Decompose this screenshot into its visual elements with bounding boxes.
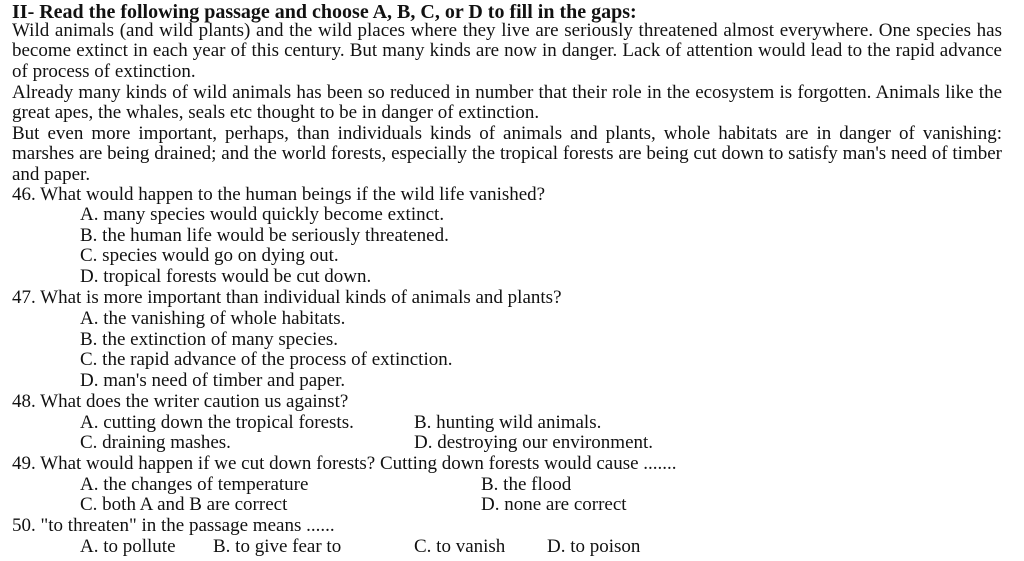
question-47: 47. What is more important than individual kinds of animals and plants? (12, 287, 562, 308)
question-49-option-d: D. none are correct (481, 494, 627, 515)
question-50-option-c: C. to vanish (414, 536, 506, 557)
question-50-option-b: B. to give fear to (213, 536, 342, 557)
question-48-option-d: D. destroying our environment. (414, 432, 654, 453)
question-49-option-a: A. the changes of temperature (80, 474, 309, 495)
question-48-option-c: C. draining mashes. (80, 432, 231, 453)
section-heading: II- Read the following passage and choose A, B, C, or D to fill in the gaps: (12, 1, 637, 23)
question-47-option-c: C. the rapid advance of the process of extinction. (80, 349, 453, 370)
question-50-option-a: A. to pollute (80, 536, 176, 557)
question-49: 49. What would happen if we cut down forests? Cutting down forests would cause ....... (12, 453, 677, 474)
question-47-option-a: A. the vanishing of whole habitats. (80, 308, 346, 329)
passage-paragraph-3: But even more important, perhaps, than individuals kinds of animals and plants, whole habitats are in danger of vanishing: marshes are being drained; and the world forests, especially the tropical forests are being cut down to satisfy man's need of timber and paper. (12, 123, 1002, 185)
question-46-option-b: B. the human life would be seriously threatened. (80, 225, 449, 246)
question-48-option-b: B. hunting wild animals. (414, 412, 602, 433)
question-47-option-d: D. man's need of timber and paper. (80, 370, 346, 391)
passage-paragraph-2: Already many kinds of wild animals has been so reduced in number that their role in the ecosystem is forgotten. Animals like the great apes, the whales, seals etc thought to be in danger of extinction. (12, 82, 1002, 124)
question-50-option-d: D. to poison (547, 536, 641, 557)
question-46: 46. What would happen to the human beings if the wild life vanished? (12, 184, 546, 205)
question-46-option-c: C. species would go on dying out. (80, 245, 339, 266)
question-46-option-a: A. many species would quickly become extinct. (80, 204, 445, 225)
question-49-option-b: B. the flood (481, 474, 572, 495)
question-48: 48. What does the writer caution us against? (12, 391, 349, 412)
passage-paragraph-1: Wild animals (and wild plants) and the wild places where they live are seriously threatened almost everywhere. One species has become extinct in each year of this century. But many kinds are now in danger. Lack of attention would lead to the rapid advance of process of extinction. (12, 20, 1002, 82)
question-49-option-c: C. both A and B are correct (80, 494, 288, 515)
question-46-option-d: D. tropical forests would be cut down. (80, 266, 372, 287)
question-48-option-a: A. cutting down the tropical forests. (80, 412, 354, 433)
question-47-option-b: B. the extinction of many species. (80, 329, 339, 350)
question-50: 50. "to threaten" in the passage means ...... (12, 515, 335, 536)
